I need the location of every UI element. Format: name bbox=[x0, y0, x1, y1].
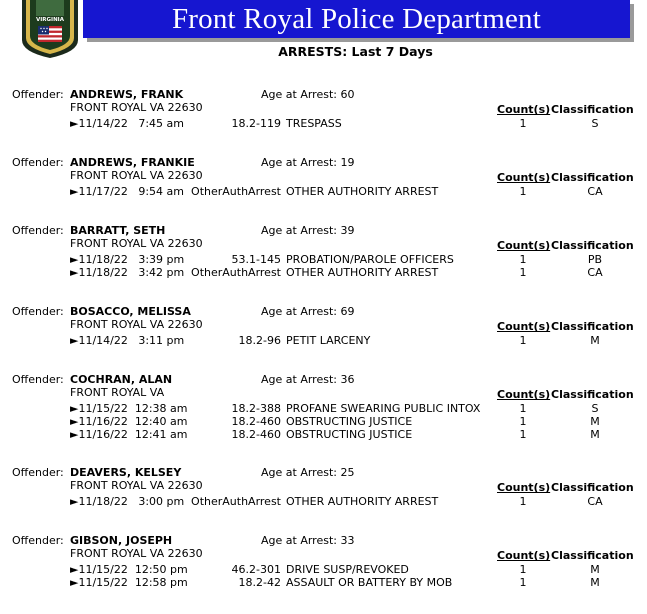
header-banner bbox=[83, 0, 630, 38]
count-header: Count(s) bbox=[497, 103, 551, 116]
offender-address: FRONT ROYAL VA 22630 bbox=[70, 547, 203, 560]
charge-datetime: ►11/18/22 3:00 pm bbox=[70, 495, 185, 508]
charge-description: PETIT LARCENY bbox=[286, 334, 371, 347]
offender-address: FRONT ROYAL VA 22630 bbox=[70, 237, 203, 250]
classification-header: Classification bbox=[551, 388, 634, 401]
age-at-arrest: Age at Arrest: 60 bbox=[261, 88, 355, 101]
offender-label: Offender: bbox=[12, 373, 64, 386]
charge-datetime: ►11/14/22 7:45 am bbox=[70, 117, 185, 130]
offender-record bbox=[0, 534, 647, 614]
charge-row bbox=[0, 563, 647, 576]
charge-classification: M bbox=[590, 428, 600, 441]
charge-datetime: ►11/15/22 12:58 pm bbox=[70, 576, 188, 589]
charge-datetime: ►11/18/22 3:39 pm bbox=[70, 253, 185, 266]
classification-header: Classification bbox=[551, 103, 634, 116]
charge-datetime: ►11/15/22 12:50 pm bbox=[70, 563, 188, 576]
charge-classification: CA bbox=[587, 495, 603, 508]
charge-row bbox=[0, 576, 647, 589]
offender-address: FRONT ROYAL VA 22630 bbox=[70, 479, 203, 492]
charge-statute: 53.1-145 bbox=[231, 253, 281, 266]
charge-count: 1 bbox=[519, 495, 527, 508]
charge-count: 1 bbox=[519, 402, 527, 415]
badge-text: VIRGINIA bbox=[35, 17, 65, 23]
charge-classification: S bbox=[591, 402, 599, 415]
charge-row bbox=[0, 428, 647, 441]
offender-label: Offender: bbox=[12, 305, 64, 318]
count-header: Count(s) bbox=[497, 239, 551, 252]
charge-datetime: ►11/16/22 12:41 am bbox=[70, 428, 188, 441]
charge-count: 1 bbox=[519, 428, 527, 441]
charge-classification: M bbox=[590, 563, 600, 576]
charge-statute: 18.2-42 bbox=[238, 576, 281, 589]
charge-row bbox=[0, 117, 647, 130]
count-header: Count(s) bbox=[497, 549, 551, 562]
charge-description: OBSTRUCTING JUSTICE bbox=[286, 428, 413, 441]
charge-row bbox=[0, 495, 647, 508]
charge-classification: M bbox=[590, 334, 600, 347]
charge-description: ASSAULT OR BATTERY BY MOB bbox=[286, 576, 453, 589]
count-header: Count(s) bbox=[497, 171, 551, 184]
charge-statute: 18.2-119 bbox=[231, 117, 281, 130]
charge-statute: OtherAuthArrest bbox=[191, 495, 281, 508]
charge-count: 1 bbox=[519, 415, 527, 428]
charge-datetime: ►11/18/22 3:42 pm bbox=[70, 266, 185, 279]
offender-name: ANDREWS, FRANK bbox=[70, 88, 184, 101]
offender-name: ANDREWS, FRANKIE bbox=[70, 156, 195, 169]
charge-row bbox=[0, 253, 647, 266]
count-header: Count(s) bbox=[497, 320, 551, 333]
charge-row bbox=[0, 185, 647, 198]
charge-classification: CA bbox=[587, 185, 603, 198]
charge-classification: CA bbox=[587, 266, 603, 279]
charge-description: OTHER AUTHORITY ARREST bbox=[286, 185, 439, 198]
age-at-arrest: Age at Arrest: 36 bbox=[261, 373, 355, 386]
charge-description: DRIVE SUSP/REVOKED bbox=[286, 563, 409, 576]
count-header: Count(s) bbox=[497, 481, 551, 494]
charge-statute: 18.2-388 bbox=[231, 402, 281, 415]
offender-label: Offender: bbox=[12, 534, 64, 547]
classification-header: Classification bbox=[551, 320, 634, 333]
age-at-arrest: Age at Arrest: 39 bbox=[261, 224, 355, 237]
age-at-arrest: Age at Arrest: 25 bbox=[261, 466, 355, 479]
charge-statute: 18.2-460 bbox=[231, 428, 281, 441]
charge-datetime: ►11/16/22 12:40 am bbox=[70, 415, 188, 428]
charge-classification: S bbox=[591, 117, 599, 130]
age-at-arrest: Age at Arrest: 69 bbox=[261, 305, 355, 318]
charge-datetime: ►11/17/22 9:54 am bbox=[70, 185, 185, 198]
charge-statute: OtherAuthArrest bbox=[191, 266, 281, 279]
offender-name: COCHRAN, ALAN bbox=[70, 373, 173, 386]
report-subtitle: ARRESTS: Last 7 Days bbox=[278, 44, 433, 59]
offender-name: GIBSON, JOSEPH bbox=[70, 534, 173, 547]
charge-count: 1 bbox=[519, 253, 527, 266]
offender-address: FRONT ROYAL VA 22630 bbox=[70, 318, 203, 331]
charge-description: PROFANE SWEARING PUBLIC INTOX bbox=[286, 402, 481, 415]
charge-description: OBSTRUCTING JUSTICE bbox=[286, 415, 413, 428]
offender-label: Offender: bbox=[12, 156, 64, 169]
age-at-arrest: Age at Arrest: 33 bbox=[261, 534, 355, 547]
offender-record bbox=[0, 224, 647, 304]
offender-label: Offender: bbox=[12, 224, 64, 237]
charge-datetime: ►11/15/22 12:38 am bbox=[70, 402, 188, 415]
offender-label: Offender: bbox=[12, 88, 64, 101]
charge-row bbox=[0, 334, 647, 347]
charge-count: 1 bbox=[519, 266, 527, 279]
offender-label: Offender: bbox=[12, 466, 64, 479]
charge-count: 1 bbox=[519, 334, 527, 347]
classification-header: Classification bbox=[551, 171, 634, 184]
charge-description: PROBATION/PAROLE OFFICERS bbox=[286, 253, 454, 266]
charge-classification: M bbox=[590, 415, 600, 428]
charge-description: TRESPASS bbox=[286, 117, 342, 130]
offender-record bbox=[0, 373, 647, 453]
charge-count: 1 bbox=[519, 576, 527, 589]
offender-name: DEAVERS, KELSEY bbox=[70, 466, 182, 479]
charge-statute: 46.2-301 bbox=[231, 563, 281, 576]
charge-count: 1 bbox=[519, 117, 527, 130]
offender-address: FRONT ROYAL VA bbox=[70, 386, 165, 399]
offender-name: BARRATT, SETH bbox=[70, 224, 166, 237]
charge-row bbox=[0, 415, 647, 428]
charge-count: 1 bbox=[519, 563, 527, 576]
classification-header: Classification bbox=[551, 481, 634, 494]
charge-row bbox=[0, 402, 647, 415]
charge-row bbox=[0, 266, 647, 279]
offender-address: FRONT ROYAL VA 22630 bbox=[70, 169, 203, 182]
offender-name: BOSACCO, MELISSA bbox=[70, 305, 191, 318]
classification-header: Classification bbox=[551, 549, 634, 562]
charge-classification: M bbox=[590, 576, 600, 589]
charge-statute: 18.2-96 bbox=[238, 334, 281, 347]
charge-statute: 18.2-460 bbox=[231, 415, 281, 428]
charge-datetime: ►11/14/22 3:11 pm bbox=[70, 334, 185, 347]
age-at-arrest: Age at Arrest: 19 bbox=[261, 156, 355, 169]
count-header: Count(s) bbox=[497, 388, 551, 401]
charge-classification: PB bbox=[587, 253, 603, 266]
charge-description: OTHER AUTHORITY ARREST bbox=[286, 495, 439, 508]
page-title: Front Royal Police Department bbox=[171, 3, 542, 35]
offender-address: FRONT ROYAL VA 22630 bbox=[70, 101, 203, 114]
charge-description: OTHER AUTHORITY ARREST bbox=[286, 266, 439, 279]
charge-statute: OtherAuthArrest bbox=[191, 185, 281, 198]
charge-count: 1 bbox=[519, 185, 527, 198]
classification-header: Classification bbox=[551, 239, 634, 252]
